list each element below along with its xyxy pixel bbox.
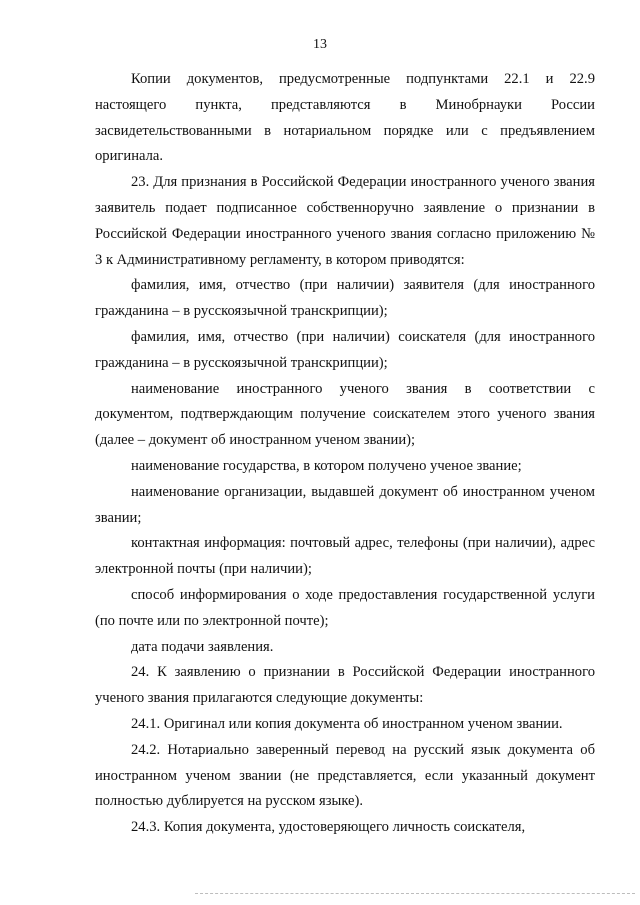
paragraph-24-attachments: 24. К заявлению о признании в Российской Федерации иностранного ученого звания прилагаются следующие документы: <box>95 664 595 707</box>
list-item-applicant-name: фамилия, имя, отчество (при наличии) заявителя (для иностранного гражданина – в русскоязычной транскрипции); <box>95 277 595 320</box>
document-body <box>95 67 595 841</box>
list-item-submission-date: дата подачи заявления. <box>131 638 274 655</box>
scan-edge-line <box>195 893 635 894</box>
paragraph-24-2: 24.2. Нотариально заверенный перевод на русский язык документа об иностранном ученом звании (не представляется, если указанный документ полностью дублируется на русском языке). <box>95 741 595 810</box>
paragraph-24-1: 24.1. Оригинал или копия документа об иностранном ученом звании. <box>131 715 563 732</box>
list-item-title-name: наименование иностранного ученого звания в соответствии с документом, подтверждающим получение соискателем этого ученого звания (далее – документ об иностранном ученом звании); <box>95 380 595 449</box>
page-number: 13 <box>313 37 327 52</box>
list-item-state-name: наименование государства, в котором получено ученое звание; <box>131 457 522 474</box>
list-item-contact-info: контактная информация: почтовый адрес, телефоны (при наличии), адрес электронной почты (при наличии); <box>95 535 595 578</box>
list-item-organization-name: наименование организации, выдавшей документ об иностранном ученом звании; <box>95 483 595 526</box>
list-item-notification-method: способ информирования о ходе предоставления государственной услуги (по почте или по электронной почте); <box>95 586 595 629</box>
list-item-candidate-name: фамилия, имя, отчество (при наличии) соискателя (для иностранного гражданина – в русскоязычной транскрипции); <box>95 328 595 371</box>
paragraph-23-application: 23. Для признания в Российской Федерации иностранного ученого звания заявитель подает подписанное собственноручно заявление о признании в Российской Федерации иностранного ученого звания согласно приложению № 3 к Административному регламенту, в котором приводятся: <box>95 174 595 268</box>
paragraph-copies-certification: Копии документов, предусмотренные подпунктами 22.1 и 22.9 настоящего пункта, представляются в Минобрнауки России засвидетельствованными в нотариальном порядке или с предъявлением оригинала. <box>95 71 595 165</box>
paragraph-24-3: 24.3. Копия документа, удостоверяющего личность соискателя, <box>131 819 526 836</box>
